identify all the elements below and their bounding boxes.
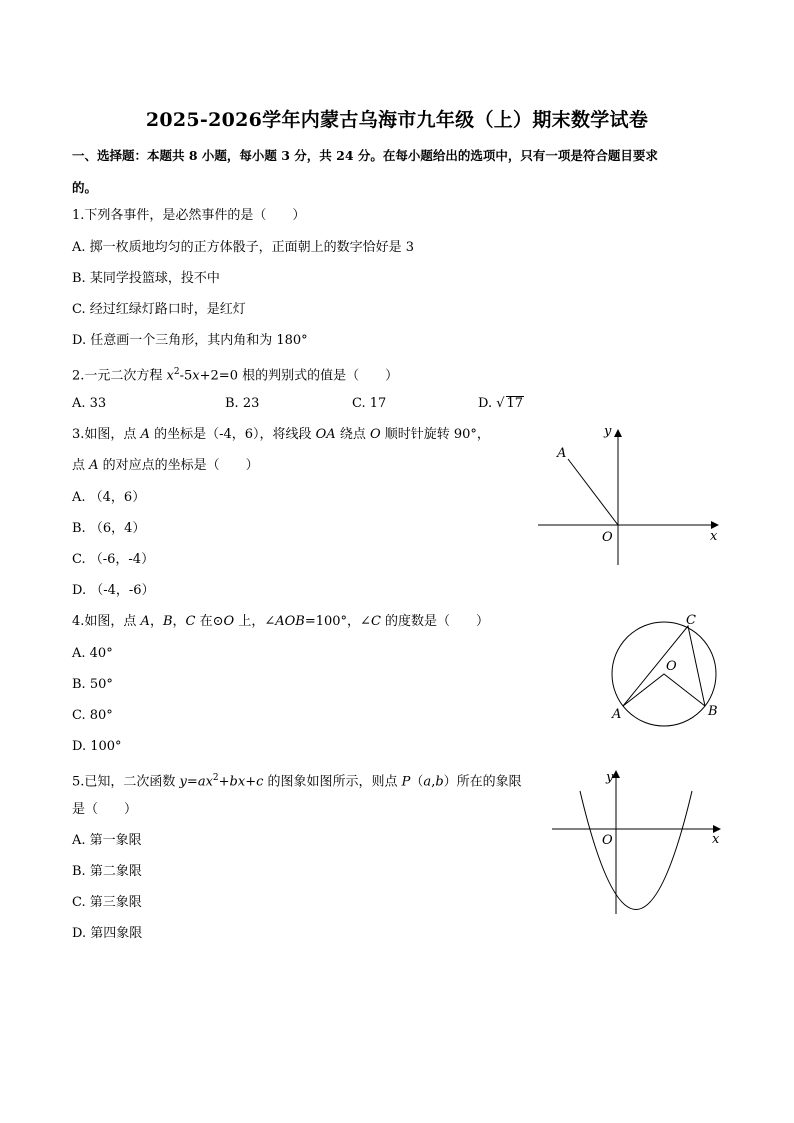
question-2-option-a: A. 33 — [72, 396, 107, 411]
question-4-option-d: D. 100° — [72, 739, 122, 754]
sqrt-sign: √ — [496, 396, 505, 411]
question-3-option-a: A. （4，6） — [72, 490, 146, 505]
parabola — [580, 791, 692, 910]
question-5-stem: 5.已知，二次函数 $y=ax^2+bx+c$ 的图象如图所示，则点 P（a,b）所在的象限 — [72, 773, 522, 790]
question-5-option-a: A. 第一象限 — [72, 833, 142, 848]
question-2-stem: 2.一元二次方程 $x^2-5x+2=0$ 根的判别式的值是（ ） — [72, 367, 399, 384]
question-4-option-c: C. 80° — [72, 708, 113, 723]
question-1-option-b: B. 某同学投篮球，投不中 — [72, 271, 220, 286]
point-c-label: C — [686, 613, 696, 628]
angle-aob — [623, 674, 705, 706]
y-axis-label: y — [604, 425, 612, 439]
question-1-stem: 1.下列各事件，是必然事件的是（ ） — [72, 208, 306, 223]
point-b-label: B — [708, 704, 718, 719]
question-4-option-b: B. 50° — [72, 677, 113, 692]
question-1-option-c: C. 经过红绿灯路口时，是红灯 — [72, 302, 246, 317]
question-5-option-b: B. 第二象限 — [72, 864, 142, 879]
question-5-figure — [548, 766, 728, 916]
point-a-label: A — [612, 707, 622, 722]
question-5-option-c: C. 第三象限 — [72, 895, 142, 910]
question-4-figure — [600, 608, 730, 738]
section-heading: 一、选择题：本题共 8 小题，每小题 3 分，共 24 分。在每小题给出的选项中，只有一项是符合题目要求 — [72, 148, 658, 163]
section-heading-cont: 的。 — [72, 180, 98, 195]
origin-label: O — [602, 833, 613, 848]
question-4-stem: 4.如图，点 A，B，C 在⊙O 上，∠AOB=100°，∠C 的度数是（ ） — [72, 614, 490, 629]
page-title: 2025-2026学年内蒙古乌海市九年级（上）期末数学试卷 — [145, 109, 649, 131]
question-2-option-d: D. √ 17 — [478, 396, 524, 411]
question-3-option-c: C. （-6，-4） — [72, 552, 155, 567]
question-1-option-a: A. 掷一枚质地均匀的正方体骰子，正面朝上的数字恰好是 3 — [72, 240, 415, 255]
x-axis-label: x — [712, 832, 720, 847]
question-3-option-b: B. （6，4） — [72, 521, 146, 536]
y-axis-label: y — [606, 770, 614, 785]
question-4-option-a: A. 40° — [72, 646, 113, 661]
question-2-option-b: B. 23 — [225, 396, 260, 411]
question-5-stem-cont: 是（ ） — [72, 802, 138, 817]
center-o-label: O — [666, 659, 677, 674]
segment-oa — [568, 459, 618, 525]
question-3-option-d: D. （-4，-6） — [72, 583, 155, 598]
question-2-option-c: C. 17 — [352, 396, 387, 411]
x-axis-label: x — [710, 529, 718, 544]
question-3-figure — [534, 425, 724, 567]
question-5-option-d: D. 第四象限 — [72, 926, 143, 941]
question-3-stem-cont: 点 A 的对应点的坐标是（ ） — [72, 458, 259, 473]
question-3-stem: 3.如图，点 A 的坐标是（-4，6），将线段 OA 绕点 O 顺时针旋转 90°， — [72, 427, 490, 442]
point-a-label: A — [557, 446, 567, 461]
question-1-option-d: D. 任意画一个三角形，其内角和为 180° — [72, 333, 308, 348]
angle-acb — [623, 626, 705, 706]
origin-label: O — [602, 530, 613, 545]
